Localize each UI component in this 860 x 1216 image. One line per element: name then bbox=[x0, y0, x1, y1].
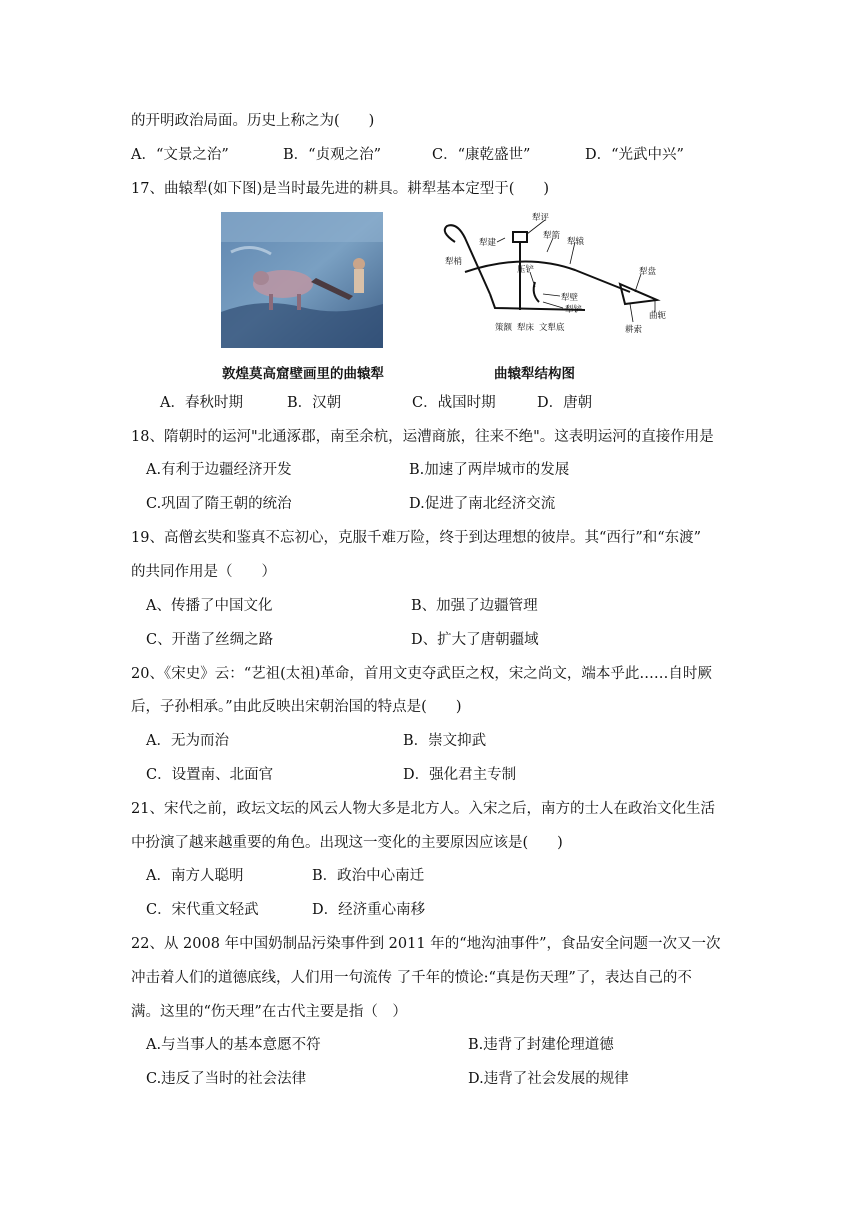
q22-option-c[interactable]: C.违反了当时的社会法律 bbox=[146, 1071, 307, 1087]
curved-plough-structure-diagram bbox=[435, 212, 675, 352]
q18-option-c[interactable]: C.巩固了隋王朝的统治 bbox=[146, 496, 292, 512]
q19-option-b[interactable]: B、加强了边疆管理 bbox=[411, 598, 538, 614]
q17-option-c[interactable]: C．战国时期 bbox=[412, 395, 496, 411]
label-lishao: 犁梢 bbox=[445, 257, 463, 267]
q16-option-c[interactable]: C．“康乾盛世” bbox=[432, 147, 531, 163]
question-17-stem: 17、曲辕犁(如下图)是当时最先进的耕具。耕犁基本定型于( ) bbox=[131, 181, 550, 197]
question-22-stem: 22、从 2008 年中国奶制品污染事件到 2011 年的“地沟油事件”，食品安全问题一次又一次 bbox=[131, 936, 721, 952]
label-liping: 犁盘 bbox=[639, 267, 657, 277]
question-18-stem: 18、隋朝时的运河"北通涿郡，南至余杭，运漕商旅，往来不绝"。这表明运河的直接作用是 bbox=[131, 429, 714, 445]
label-quzhou: 曲轭 bbox=[649, 311, 667, 321]
label-libi: 犁壁 bbox=[561, 293, 579, 303]
question-19-stem: 19、高僧玄奘和鉴真不忘初心，克服千难万险，终于到达理想的彼岸。其“西行”和“东渡” bbox=[131, 530, 702, 546]
q20-option-b[interactable]: B．崇文抑武 bbox=[403, 733, 487, 749]
q19-option-c[interactable]: C、开凿了丝绸之路 bbox=[146, 632, 274, 648]
label-lijian: 犁建 bbox=[479, 238, 497, 248]
question-16-tail: 的开明政治局面。历史上称之为( ) bbox=[131, 113, 375, 129]
q20-option-c[interactable]: C．设置南、北面官 bbox=[146, 767, 274, 783]
dunhuang-mural-image bbox=[221, 212, 383, 348]
question-22-stem-3: 满。这里的“伤天理”在古代主要是指（ ） bbox=[131, 1004, 407, 1020]
label-wenchuan: 文犁底 bbox=[539, 323, 565, 333]
question-21-stem: 21、宋代之前，政坛文坛的风云人物大多是北方人。入宋之后，南方的士人在政治文化生活 bbox=[131, 801, 715, 817]
label-lijian2: 犁箭 bbox=[543, 231, 561, 241]
label-lichuang: 犁床 bbox=[517, 323, 535, 333]
q21-option-b[interactable]: B．政治中心南迁 bbox=[312, 868, 425, 884]
q22-option-b[interactable]: B.违背了封建伦理道德 bbox=[468, 1037, 614, 1053]
q20-option-a[interactable]: A．无为而治 bbox=[146, 733, 229, 749]
q19-option-d[interactable]: D、扩大了唐朝疆域 bbox=[411, 632, 539, 648]
q20-option-d[interactable]: D．强化君主专制 bbox=[403, 767, 517, 783]
q17-option-b[interactable]: B．汉朝 bbox=[287, 395, 342, 411]
q22-option-a[interactable]: A.与当事人的基本意愿不符 bbox=[146, 1037, 321, 1053]
label-liyuan: 犁辕 bbox=[567, 237, 585, 247]
label-lipao: 犁评 bbox=[532, 213, 550, 223]
q18-option-d[interactable]: D.促进了南北经济交流 bbox=[409, 496, 556, 512]
q21-option-d[interactable]: D．经济重心南移 bbox=[312, 902, 426, 918]
q16-option-a[interactable]: A．“文景之治” bbox=[131, 147, 229, 163]
caption-mural: 敦煌莫高窟壁画里的曲辕犁 bbox=[222, 366, 384, 382]
q17-option-a[interactable]: A．春秋时期 bbox=[160, 395, 243, 411]
question-22-stem-2: 冲击着人们的道德底线，人们用一句流传 了千年的愤论:“真是伤天理”了，表达自己的不 bbox=[131, 970, 692, 986]
q19-option-a[interactable]: A、传播了中国文化 bbox=[146, 598, 273, 614]
question-20-stem: 20、《宋史》云：“艺祖(太祖)革命，首用文吏夺武臣之权，宋之尚文，端本乎此……自时厥 bbox=[131, 666, 712, 682]
question-21-stem-2: 中扮演了越来越重要的角色。出现这一变化的主要原因应该是( ) bbox=[131, 835, 563, 851]
q16-option-b[interactable]: B．“贞观之治” bbox=[283, 147, 381, 163]
question-19-stem-2: 的共同作用是（ ） bbox=[131, 564, 276, 580]
q16-option-d[interactable]: D．“光武中兴” bbox=[585, 147, 684, 163]
question-20-stem-2: 后，子孙相承。”由此反映出宋朝治国的特点是( ) bbox=[131, 699, 462, 715]
q22-option-d[interactable]: D.违背了社会发展的规律 bbox=[468, 1071, 629, 1087]
q18-option-b[interactable]: B.加速了两岸城市的发展 bbox=[409, 462, 570, 478]
q18-option-a[interactable]: A.有利于边疆经济开发 bbox=[146, 462, 292, 478]
q21-option-a[interactable]: A．南方人聪明 bbox=[146, 868, 244, 884]
label-celie: 策额 bbox=[495, 323, 513, 333]
q17-option-d[interactable]: D．唐朝 bbox=[537, 395, 593, 411]
caption-diagram: 曲辕犁结构图 bbox=[494, 366, 575, 382]
label-yabi: 压铲 bbox=[517, 265, 535, 275]
label-lichan: 犁铲 bbox=[565, 305, 583, 315]
q21-option-c[interactable]: C．宋代重文轻武 bbox=[146, 902, 259, 918]
label-gengsuo: 耕索 bbox=[625, 325, 643, 335]
